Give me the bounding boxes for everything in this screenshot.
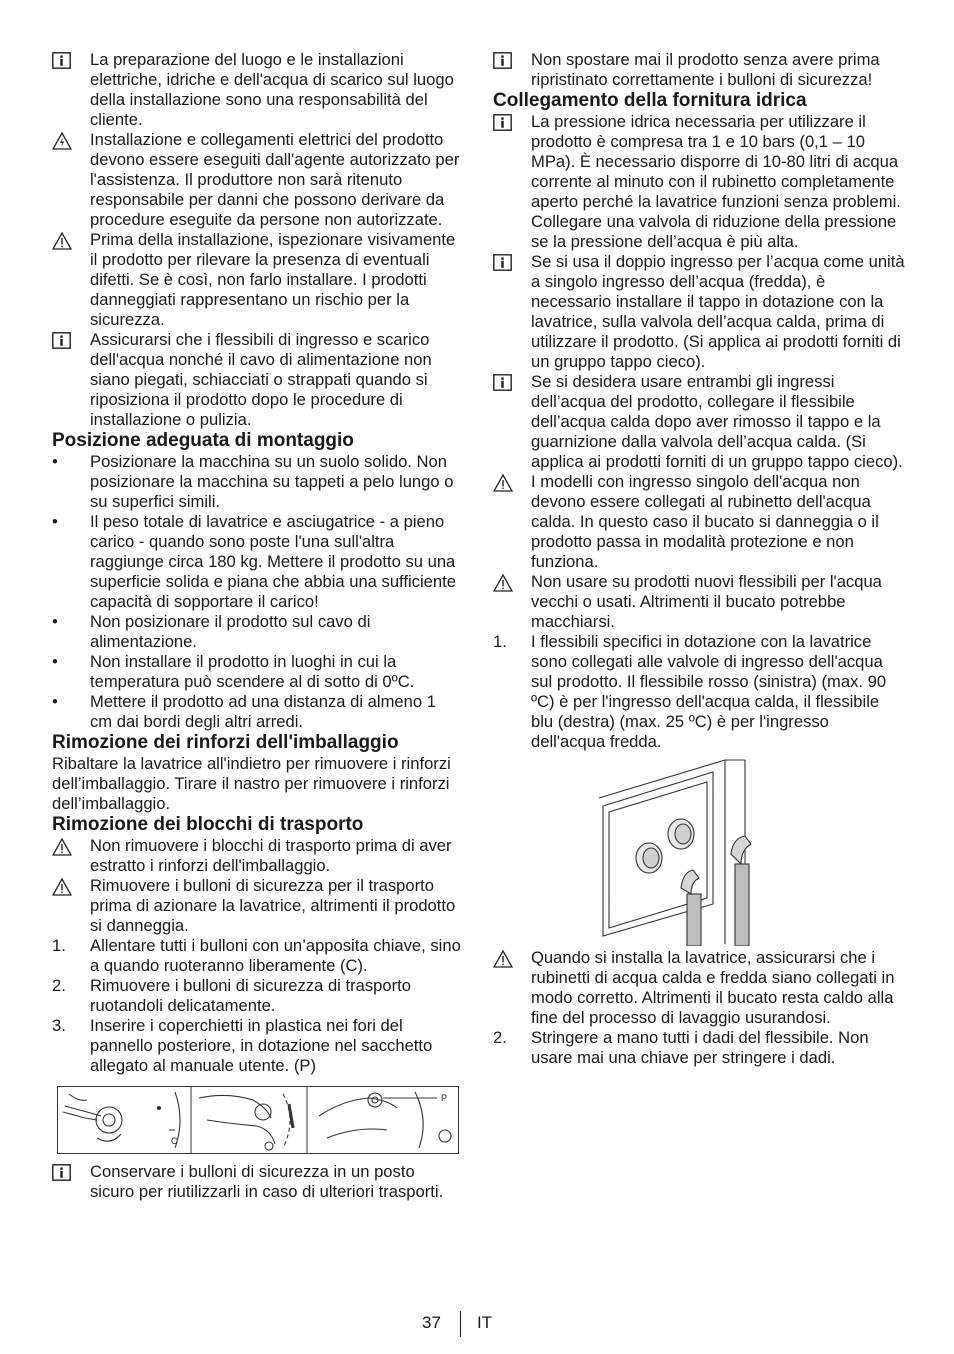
step-number: 2. xyxy=(493,1028,507,1047)
footer-divider xyxy=(460,1311,461,1337)
info-icon xyxy=(52,1162,90,1181)
right-column xyxy=(493,50,905,1068)
warning-item xyxy=(52,130,462,230)
warning-icon xyxy=(493,948,531,968)
note-text: Non spostare mai il prodotto senza avere prima ripristinato correttamente i bulloni di sicurezza! xyxy=(531,50,880,89)
section-heading: Collegamento della fornitura idrica xyxy=(493,90,807,111)
step-text: Stringere a mano tutti i dadi del flessibile. Non usare mai una chiave per stringere i dadi. xyxy=(531,1028,869,1067)
warning-text: I modelli con ingresso singolo dell'acqua non devono essere collegati al rubinetto dell'acqua calda. In questo caso il bucato si danneggia o il prodotto passa in modalità protezione e non funziona. xyxy=(531,472,879,571)
warning-icon xyxy=(493,472,531,492)
info-icon xyxy=(493,372,531,391)
bullet-text: Mettere il prodotto ad una distanza di almeno 1 cm dai bordi degli altri arredi. xyxy=(90,692,436,731)
bullet-text: Non posizionare il prodotto sul cavo di alimentazione. xyxy=(90,612,371,651)
step-text: Rimuovere i bulloni di sicurezza di trasporto ruotandoli delicatamente. xyxy=(90,976,411,1015)
bullet-item xyxy=(52,652,462,692)
bullet-icon: • xyxy=(52,692,58,711)
note-item xyxy=(52,50,462,130)
language-code: IT xyxy=(477,1313,493,1332)
warning-item xyxy=(493,572,905,632)
bullet-text: Il peso totale di lavatrice e asciugatrice - a pieno carico - quando sono poste l'una sull'altra raggiunge circa 180 kg. Mettere il prodotto su una superficie solida e piana che abbia una sufficiente capacità di sopportare il carico! xyxy=(90,512,456,611)
bullet-text: Non installare il prodotto in luoghi in cui la temperatura può scendere al di sotto di 0ºC. xyxy=(90,652,415,691)
electric-warning-icon xyxy=(52,130,90,150)
bullet-text: Posizionare la macchina su un suolo solido. Non posizionare la macchina su tappeti a pelo lungo o su superfici simili. xyxy=(90,452,454,511)
note-item xyxy=(493,50,905,90)
warning-icon xyxy=(52,836,90,856)
note-item xyxy=(493,372,905,472)
page-number: 37 xyxy=(422,1313,441,1332)
step-text: Inserire i coperchietti in plastica nei fori del pannello posteriore, in dotazione nel sacchetto allegato al manuale utente. (P) xyxy=(90,1016,433,1075)
bullet-icon: • xyxy=(52,612,58,631)
transport-bolt-figure xyxy=(57,1086,459,1154)
note-item xyxy=(52,330,462,430)
step-item xyxy=(52,936,462,976)
bullet-item xyxy=(52,612,462,652)
warning-text: Non usare su prodotti nuovi flessibili per l'acqua vecchi o usati. Altrimenti il bucato potrebbe macchiarsi. xyxy=(531,572,882,631)
note-item xyxy=(493,252,905,372)
warning-item xyxy=(52,836,462,876)
step-item xyxy=(493,1028,905,1068)
step-number: 3. xyxy=(52,1016,66,1035)
note-text: Se si usa il doppio ingresso per l’acqua come unità a singolo ingresso dell’acqua (fredda), è necessario installare il tappo in dotazione con la lavatrice, sulla valvola dell’acqua calda, prima di utilizzare il prodotto. (Si applica ai prodotti forniti di un gruppo tappo cieco). xyxy=(531,252,905,371)
warning-icon xyxy=(52,230,90,250)
warning-text: Installazione e collegamenti elettrici del prodotto devono essere eseguiti dall'agente autorizzato per l'assistenza. Il produttore non sarà ritenuto responsabile per danni che possono derivare da procedure eseguite da persone non autorizzate. xyxy=(90,130,460,229)
warning-text: Quando si installa la lavatrice, assicurarsi che i rubinetti di acqua calda e fredda siano collegati in modo corretto. Altrimenti il bucato resta caldo alla fine del processo di lavaggio usurandosi. xyxy=(531,948,895,1027)
bullet-item xyxy=(52,512,462,612)
info-icon xyxy=(52,330,90,349)
note-text: Conservare i bulloni di sicurezza in un posto sicuro per riutilizzarli in caso di ulteriori trasporti. xyxy=(90,1162,444,1201)
warning-text: Non rimuovere i blocchi di trasporto prima di aver estratto i rinforzi dell'imballaggio. xyxy=(90,836,452,875)
warning-item xyxy=(52,876,462,936)
info-icon xyxy=(52,50,90,69)
bullet-icon: • xyxy=(52,452,58,471)
step-text: I flessibili specifici in dotazione con la lavatrice sono collegati alle valvole di ingresso dell'acqua sul prodotto. Il flessibile rosso (sinistra) (max. 90 ºC) è per l'ingresso dell'acqua calda, il flessibile blu (destra) (max. 25 ºC) è per l'ingresso dell'acqua fredda. xyxy=(531,632,887,751)
note-item xyxy=(52,1162,462,1202)
bullet-icon: • xyxy=(52,512,58,531)
paragraph: Ribaltare la lavatrice all'indietro per rimuovere i rinforzi dell’imballaggio. Tirare il nastro per rimuovere i rinforzi dell’imballaggio. xyxy=(52,754,451,813)
note-item xyxy=(493,112,905,252)
info-icon xyxy=(493,252,531,271)
water-inlet-figure xyxy=(595,754,765,946)
step-item xyxy=(52,1016,462,1076)
warning-text: Prima della installazione, ispezionare visivamente il prodotto per rilevare la presenza di eventuali difetti. Se è così, non farlo installare. I prodotti danneggiati rappresentano un rischio per la sicurezza. xyxy=(90,230,456,329)
label-c: C xyxy=(171,1136,178,1146)
warning-item xyxy=(493,948,905,1028)
label-p: P xyxy=(441,1093,448,1103)
step-number: 2. xyxy=(52,976,66,995)
step-item xyxy=(493,632,905,752)
warning-item xyxy=(52,230,462,330)
warning-icon xyxy=(52,876,90,896)
step-number: 1. xyxy=(52,936,66,955)
step-number: 1. xyxy=(493,632,507,651)
note-text: La preparazione del luogo e le installazioni elettriche, idriche e dell'acqua di scarico sul luogo della installazione sono una responsabilità del cliente. xyxy=(90,50,454,129)
page-footer xyxy=(0,1313,954,1337)
info-icon xyxy=(493,50,531,69)
note-text: Se si desidera usare entrambi gli ingressi dell’acqua del prodotto, collegare il flessibile dell’acqua calda dopo aver rimosso il tappo e la guarnizione dalla valvola dell’acqua calda. (Si applica ai prodotti forniti di un gruppo tappo cieco). xyxy=(531,372,903,471)
note-text: La pressione idrica necessaria per utilizzare il prodotto è compresa tra 1 e 10 bars (0,1 – 10 MPa). È necessario disporre di 10-80 litri di acqua corrente al minuto con il rubinetto completamente aperto perché la lavatrice funzioni senza problemi. Collegare una valvola di riduzione della pressione se la pressione dell’acqua è più alta. xyxy=(531,112,901,251)
section-heading: Posizione adeguata di montaggio xyxy=(52,430,354,451)
bullet-item xyxy=(52,692,462,732)
note-text: Assicurarsi che i flessibili di ingresso e scarico dell'acqua nonché il cavo di alimentazione non siano piegati, schiacciati o strappati quando si riposiziona il prodotto dopo le procedure di installazione o pulizia. xyxy=(90,330,432,429)
warning-text: Rimuovere i bulloni di sicurezza per il trasporto prima di azionare la lavatrice, altrimenti il prodotto si danneggia. xyxy=(90,876,456,935)
step-text: Allentare tutti i bulloni con un’apposita chiave, sino a quando ruoteranno liberamente (C). xyxy=(90,936,461,975)
bullet-item xyxy=(52,452,462,512)
left-column xyxy=(52,50,462,1202)
warning-icon xyxy=(493,572,531,592)
section-heading: Rimozione dei blocchi di trasporto xyxy=(52,814,364,835)
info-icon xyxy=(493,112,531,131)
warning-item xyxy=(493,472,905,572)
section-heading: Rimozione dei rinforzi dell'imballaggio xyxy=(52,732,399,753)
step-item xyxy=(52,976,462,1016)
bullet-icon: • xyxy=(52,652,58,671)
